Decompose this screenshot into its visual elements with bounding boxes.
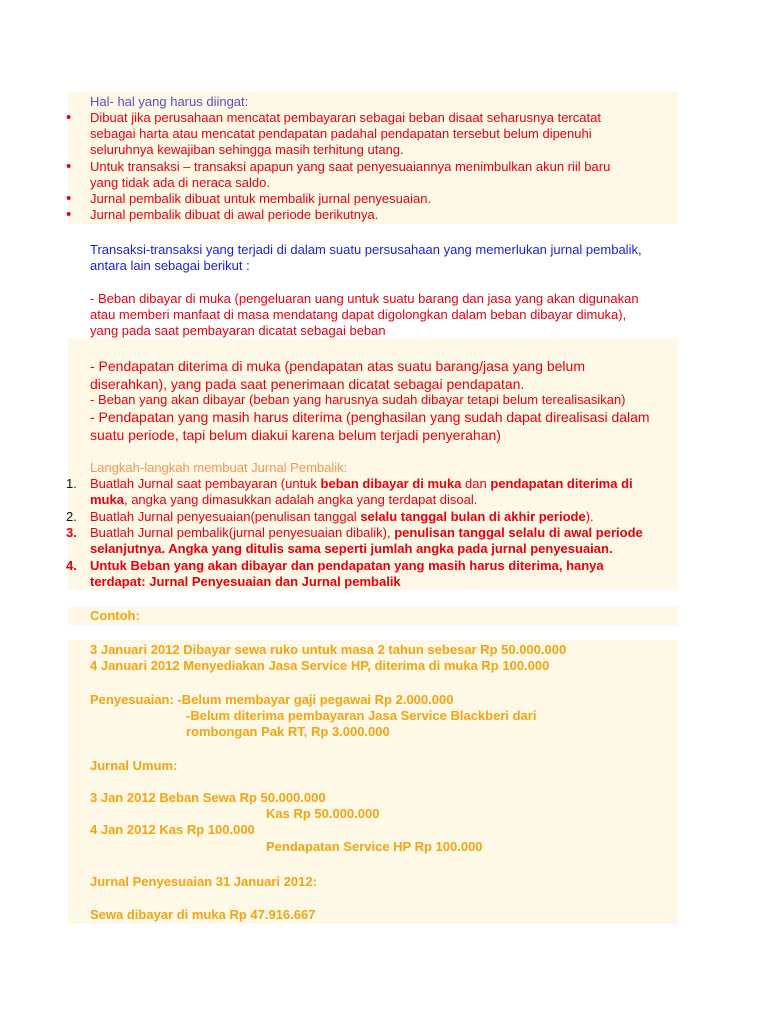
list-item <box>90 509 594 525</box>
journal-line: 3 Jan 2012 Beban Sewa Rp 50.000.000 <box>90 790 326 805</box>
text-run: Buatlah Jurnal penyesuaian(penulisan tanggal <box>90 509 361 524</box>
section-heading: Hal- hal yang harus diingat: <box>90 94 249 109</box>
example-line: rombongan Pak RT, Rp 3.000.000 <box>186 724 390 739</box>
example-line: 4 Januari 2012 Menyediakan Jasa Service HP, diterima di muka Rp 100.000 <box>90 658 550 673</box>
bullet-icon: • <box>66 109 72 126</box>
list-item: terdapat: Jurnal Penyesuaian dan Jurnal pembalik <box>90 574 401 589</box>
paragraph-line: suatu periode, tapi belum diakui karena belum terjadi penyerahan) <box>90 427 501 443</box>
bullet-icon: • <box>66 206 72 223</box>
journal-line: Kas Rp 50.000.000 <box>266 806 380 821</box>
list-item <box>90 476 633 492</box>
paragraph-line: - Beban yang akan dibayar (beban yang harusnya sudah dibayar tetapi belum terealisasikan) <box>90 392 626 407</box>
list-number: 4. <box>66 558 77 573</box>
example-line: 3 Januari 2012 Dibayar sewa ruko untuk masa 2 tahun sebesar Rp 50.000.000 <box>90 642 567 657</box>
bullet-icon: • <box>66 158 72 175</box>
bullet-text: seluruhnya kewajiban sehingga masih terhitung utang. <box>90 142 404 157</box>
bullet-text: sebagai harta atau mencatat pendapatan padahal pendapatan tersebut belum dipenuhi <box>90 126 592 141</box>
list-item: Untuk Beban yang akan dibayar dan pendapatan yang masih harus diterima, hanya <box>90 558 604 573</box>
text-run: beban dibayar di muka <box>320 476 462 491</box>
bullet-text: Jurnal pembalik dibuat di awal periode berikutnya. <box>90 207 379 222</box>
paragraph-line: - Pendapatan yang masih harus diterima (penghasilan yang sudah dapat direalisasi dalam <box>90 409 650 425</box>
text-run: ). <box>585 509 594 524</box>
paragraph-line: - Beban dibayar di muka (pengeluaran uang untuk suatu barang dan jasa yang akan digunakan <box>90 291 639 306</box>
bullet-text: yang tidak ada di neraca saldo. <box>90 175 270 190</box>
bullet-text: Untuk transaksi – transaksi apapun yang saat penyesuaiannya menimbulkan akun riil baru <box>90 159 611 174</box>
highlight-band <box>68 607 678 625</box>
text-run: Buatlah Jurnal pembalik(jurnal penyesuaian dibalik), <box>90 525 395 540</box>
section-heading: Contoh: <box>90 608 140 623</box>
text-run: selalu tanggal bulan di akhir periode <box>360 509 586 524</box>
text-run: muka <box>90 492 124 507</box>
list-item <box>90 541 613 557</box>
section-heading: Langkah-langkah membuat Jurnal Pembalik: <box>90 460 348 475</box>
bullet-text: Dibuat jika perusahaan mencatat pembayaran sebagai beban disaat seharusnya tercatat <box>90 110 601 125</box>
text-run: selanjutnya <box>90 541 162 556</box>
list-item <box>90 525 643 541</box>
section-heading: Jurnal Penyesuaian 31 Januari 2012: <box>90 874 317 889</box>
paragraph-line: Transaksi-transaksi yang terjadi di dalam suatu persusahaan yang memerlukan jurnal pembalik, <box>90 242 642 257</box>
journal-line: Sewa dibayar di muka Rp 47.916.667 <box>90 907 316 922</box>
text-run: dan <box>461 476 491 491</box>
paragraph-line: diserahkan), yang pada saat penerimaan dicatat sebagai pendapatan. <box>90 376 525 392</box>
text-run: , angka yang dimasukkan adalah angka yang terdapat disoal. <box>123 492 478 507</box>
list-number: 1. <box>66 476 77 491</box>
paragraph-line: antara lain sebagai berikut : <box>90 258 250 273</box>
list-number: 3. <box>66 525 77 540</box>
section-heading: Jurnal Umum: <box>90 758 178 773</box>
example-line: Penyesuaian: -Belum membayar gaji pegawai Rp 2.000.000 <box>90 692 454 707</box>
text-run: pendapatan diterima di <box>490 476 633 491</box>
paragraph-line: atau memberi manfaat di masa mendatang dapat digolongkan dalam beban dibayar dimuka), <box>90 307 627 322</box>
journal-line: Pendapatan Service HP Rp 100.000 <box>266 839 483 854</box>
bullet-icon: • <box>66 190 72 207</box>
list-item <box>90 492 477 508</box>
paragraph-line: yang pada saat pembayaran dicatat sebagai beban <box>90 323 386 338</box>
journal-line: 4 Jan 2012 Kas Rp 100.000 <box>90 822 255 837</box>
text-run: penulisan tanggal selalu di awal periode <box>394 525 643 540</box>
example-line: -Belum diterima pembayaran Jasa Service Blackberi dari <box>186 708 537 723</box>
bullet-text: Jurnal pembalik dibuat untuk membalik jurnal penyesuaian. <box>90 191 432 206</box>
text-run: . Angka yang ditulis sama seperti jumlah angka pada jurnal penyesuaian. <box>161 541 613 556</box>
list-number: 2. <box>66 509 77 524</box>
paragraph-line: - Pendapatan diterima di muka (pendapatan atas suatu barang/jasa yang belum <box>90 358 585 374</box>
text-run: Buatlah Jurnal saat pembayaran (untuk <box>90 476 321 491</box>
